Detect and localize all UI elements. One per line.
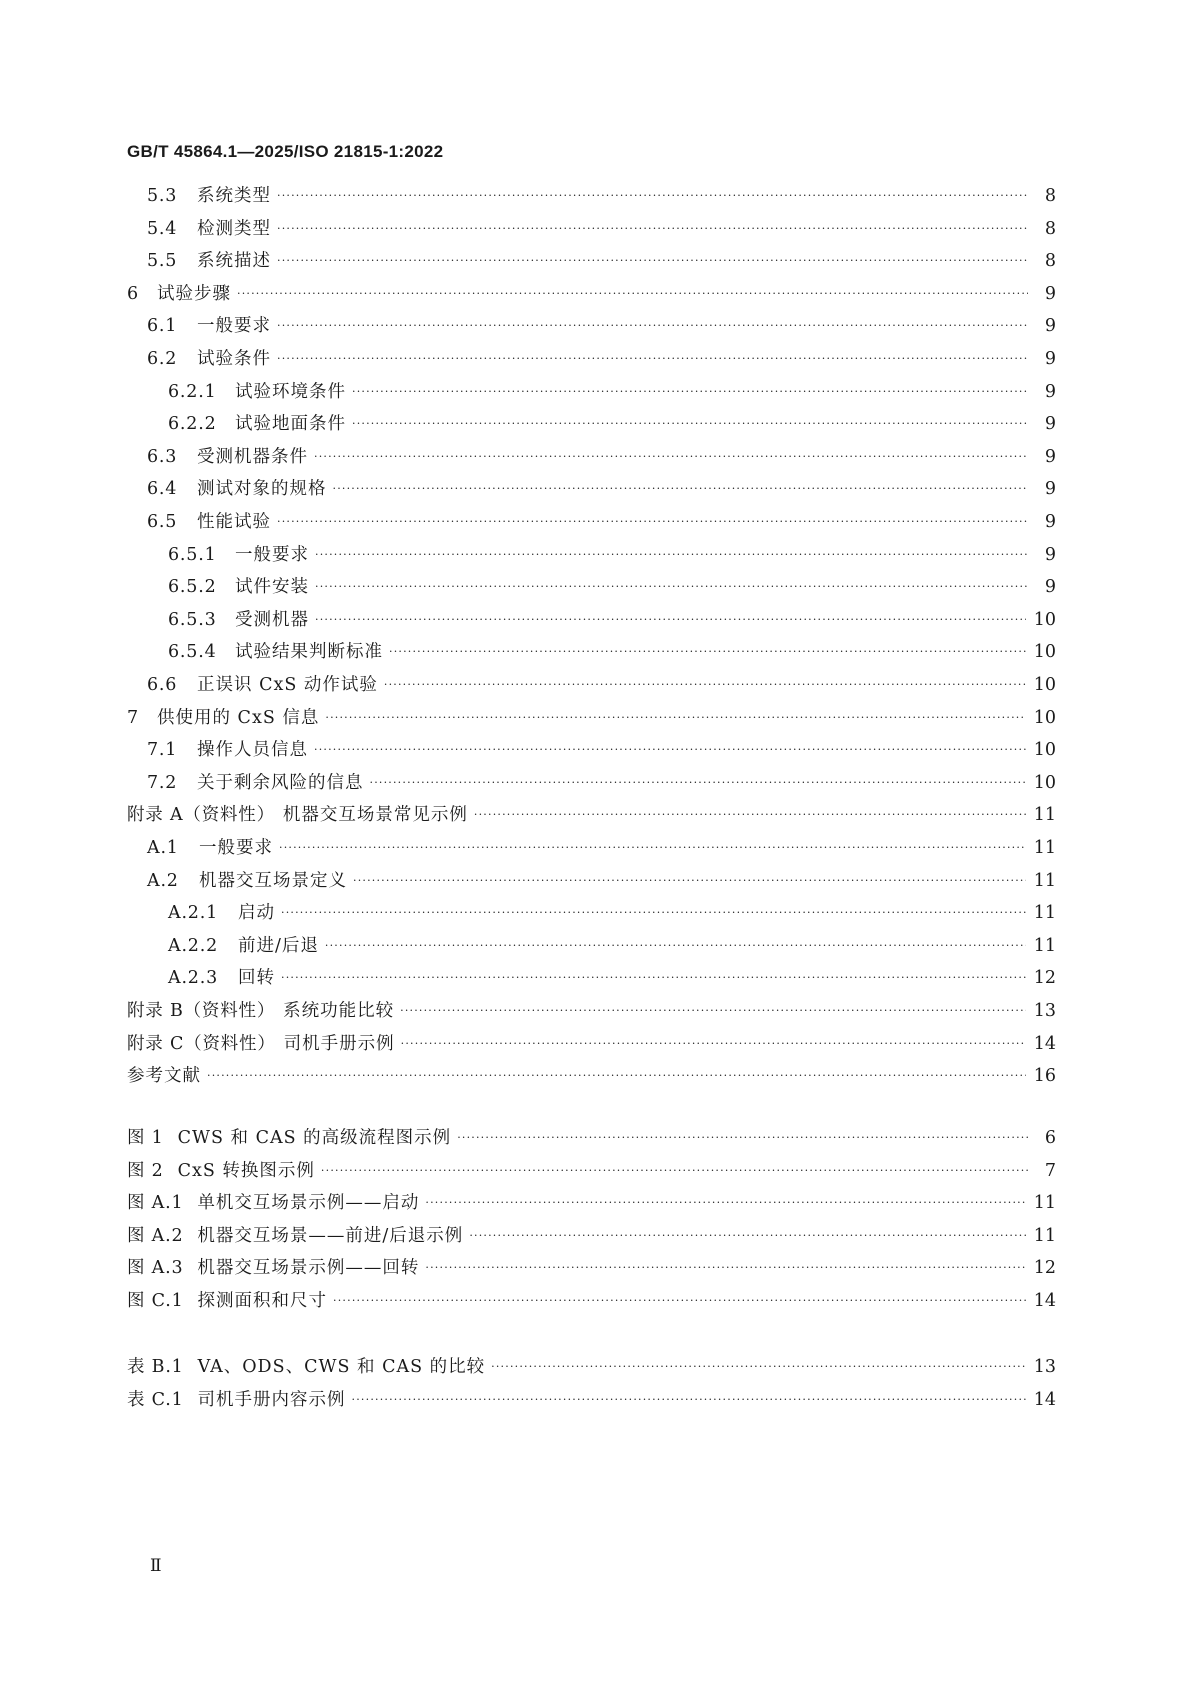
toc-leader-dots [325, 705, 1025, 731]
toc-entry[interactable] [127, 409, 1056, 437]
toc-entry[interactable] [127, 1156, 1056, 1184]
toc-entry-title: 受测机器 [235, 609, 309, 630]
toc-entry-title: 试验环境条件 [235, 381, 346, 402]
toc-entry[interactable] [127, 1286, 1056, 1314]
toc-leader-dots [352, 379, 1028, 405]
toc-leader-dots [277, 248, 1028, 274]
toc-entry[interactable] [127, 181, 1056, 209]
toc-entry-number: 附录 A（资料性） [127, 805, 275, 826]
toc-entry-title: 试验地面条件 [235, 414, 346, 435]
toc-entry[interactable] [127, 996, 1056, 1024]
toc-entry-page: 10 [1033, 642, 1056, 663]
toc-leader-dots [425, 1255, 1025, 1281]
toc-entry-page: 11 [1033, 805, 1056, 826]
toc-entry-number: 5.4 [147, 218, 178, 239]
toc-entry[interactable] [127, 1385, 1056, 1413]
toc-leader-dots [237, 281, 1028, 307]
toc-entry-page: 10 [1033, 740, 1056, 761]
toc-leader-dots [389, 639, 1026, 665]
toc-entry[interactable] [127, 1221, 1056, 1249]
toc-entry-number: 图 A.2 [127, 1225, 184, 1246]
toc-entry[interactable] [127, 605, 1056, 633]
toc-entry-number: 图 C.1 [127, 1291, 184, 1311]
toc-entry[interactable] [127, 246, 1056, 274]
toc-entry-number: 表 B.1 [127, 1357, 184, 1377]
toc-entry-title: 性能试验 [197, 512, 271, 532]
toc-entry[interactable] [127, 637, 1056, 665]
toc-entry-number: 图 A.1 [127, 1193, 184, 1214]
toc-leader-dots [325, 933, 1026, 959]
toc-entry[interactable] [127, 214, 1056, 242]
toc-entry-number: 6 [127, 283, 139, 304]
toc-entry-page: 14 [1033, 1033, 1056, 1054]
toc-leader-dots [277, 216, 1028, 242]
toc-entry-number: 6.5.3 [168, 609, 217, 630]
toc-entry-title: 供使用的 CxS 信息 [157, 707, 320, 728]
toc-entry-page: 8 [1044, 251, 1056, 272]
toc-entry-page: 16 [1033, 1066, 1056, 1087]
toc-entry-page: 11 [1033, 935, 1056, 956]
toc-entry-title: 机器交互场景定义 [199, 870, 347, 891]
toc-leader-dots [333, 1288, 1026, 1314]
toc-entry[interactable] [127, 1123, 1056, 1151]
toc-entry-title: 系统功能比较 [283, 1001, 395, 1021]
toc-entry-page: 9 [1044, 316, 1056, 337]
toc-entry-title: 系统类型 [197, 186, 271, 206]
toc-entry-title: 司机手册内容示例 [197, 1389, 346, 1410]
toc-leader-dots [277, 509, 1028, 535]
toc-entry[interactable] [127, 703, 1056, 731]
toc-entry-page: 9 [1044, 479, 1056, 500]
toc-entry-number: 6.5.4 [168, 642, 217, 663]
toc-leader-dots [384, 672, 1026, 698]
toc-entry-page: 9 [1044, 381, 1056, 402]
toc-entry-title: 试验结果判断标准 [235, 642, 383, 663]
toc-leader-dots [401, 1031, 1026, 1057]
toc-entry-page: 10 [1033, 772, 1056, 793]
toc-entry-number: 7 [127, 707, 139, 728]
toc-entry-page: 8 [1044, 186, 1056, 206]
toc-entry-page: 9 [1044, 446, 1056, 467]
toc-entry-title: 一般要求 [199, 838, 273, 858]
toc-entry[interactable] [127, 833, 1056, 861]
toc-entry[interactable] [127, 474, 1056, 502]
toc-leader-dots [315, 574, 1028, 600]
toc-entry-number: 6.2.2 [168, 414, 217, 435]
toc-entry[interactable] [127, 1188, 1056, 1216]
toc-entry-title: 机器交互场景常见示例 [282, 805, 468, 826]
toc-entry-title: 参考文献 [127, 1066, 201, 1087]
toc-entry-title: 关于剩余风险的信息 [197, 772, 364, 793]
toc-entry-number: 5.5 [147, 251, 178, 272]
toc-leader-dots [491, 1354, 1026, 1380]
toc-entry-title: 探测面积和尺寸 [197, 1291, 328, 1311]
toc-entry-number: 6.5 [147, 512, 178, 532]
toc-entry-page: 14 [1033, 1389, 1056, 1410]
toc-leader-dots [277, 313, 1028, 339]
toc-entry-page: 13 [1033, 1001, 1056, 1021]
toc-leader-dots [474, 802, 1026, 828]
toc-entry[interactable] [127, 279, 1056, 307]
toc-leader-dots [352, 1387, 1026, 1413]
toc-entry[interactable] [127, 344, 1056, 372]
toc-entry[interactable] [127, 540, 1056, 568]
toc-entry-number: A.2.3 [168, 968, 219, 989]
toc-entry-title: 机器交互场景——前进/后退示例 [197, 1225, 464, 1246]
toc-entry-page: 6 [1044, 1128, 1056, 1148]
toc-entry-page: 9 [1044, 283, 1056, 304]
toc-entry-page: 11 [1033, 903, 1056, 924]
toc-entry-page: 11 [1033, 1193, 1056, 1214]
toc-leader-dots [352, 411, 1028, 437]
toc-entry[interactable] [127, 1253, 1056, 1281]
toc-entry-number: 5.3 [147, 186, 178, 206]
toc-entry-title: 操作人员信息 [197, 740, 308, 761]
toc-leader-dots [281, 900, 1026, 926]
toc-leader-dots [314, 444, 1028, 470]
toc-entry-number: 6.2 [147, 349, 178, 369]
toc-entry-page: 10 [1033, 609, 1056, 630]
toc-entry[interactable] [127, 963, 1056, 991]
toc-entry-title: 一般要求 [197, 316, 271, 337]
toc-entry-number: A.2.1 [168, 903, 219, 924]
toc-leader-dots [400, 998, 1026, 1024]
toc-entry-page: 9 [1044, 349, 1056, 369]
toc-entry-number: 6.2.1 [168, 381, 217, 402]
toc-entry-page: 11 [1033, 838, 1056, 858]
toc-entry-number: 7.2 [147, 772, 178, 793]
toc-entry-page: 11 [1033, 870, 1056, 891]
toc-entry[interactable] [127, 670, 1056, 698]
toc-entry-title: 前进/后退 [238, 935, 319, 956]
toc-entry-title: 测试对象的规格 [197, 479, 327, 500]
toc-entry-title: 系统描述 [197, 251, 271, 272]
toc-entry-number: A.1 [147, 838, 179, 858]
toc-entry-page: 10 [1033, 707, 1056, 728]
toc-leader-dots [277, 183, 1028, 209]
toc-entry-number: 图 A.3 [127, 1258, 184, 1279]
toc-leader-dots [333, 476, 1029, 502]
toc-entry[interactable] [127, 898, 1056, 926]
toc-entry[interactable] [127, 572, 1056, 600]
toc-leader-dots [315, 542, 1028, 568]
toc-entry[interactable] [127, 800, 1056, 828]
toc-entry-title: CxS 转换图示例 [177, 1160, 315, 1181]
toc-entry-page: 9 [1044, 577, 1056, 598]
toc-entry-title: 正误识 CxS 动作试验 [197, 675, 378, 695]
toc-entry[interactable] [127, 768, 1056, 796]
toc-entry[interactable] [127, 507, 1056, 535]
toc-entry-number: 图 2 [127, 1160, 164, 1181]
toc-entry[interactable] [127, 311, 1056, 339]
toc-entry[interactable] [127, 735, 1056, 763]
toc-entry-page: 12 [1033, 968, 1056, 989]
toc-entry-page: 9 [1044, 512, 1056, 532]
toc-leader-dots [457, 1125, 1028, 1151]
toc-leader-dots [370, 770, 1026, 796]
toc-entry-title: 回转 [238, 968, 275, 989]
toc-entry-page: 9 [1044, 544, 1056, 565]
toc-leader-dots [314, 737, 1026, 763]
toc-entry-title: 机器交互场景示例——回转 [197, 1258, 420, 1279]
toc-leader-dots [469, 1223, 1025, 1249]
toc-entry-title: 启动 [238, 903, 275, 924]
toc-entry-title: 试验步骤 [157, 283, 231, 304]
toc-entry-title: 司机手册示例 [283, 1033, 395, 1054]
toc-entry-page: 11 [1033, 1225, 1056, 1246]
toc-entry-title: VA、ODS、CWS 和 CAS 的比较 [197, 1357, 486, 1377]
toc-entry-number: 6.5.2 [168, 577, 217, 598]
toc-entry-page: 13 [1033, 1357, 1056, 1377]
toc-entry-title: 试验条件 [197, 349, 271, 369]
toc-entry-number: 6.3 [147, 446, 178, 467]
toc-entry-number: 6.1 [147, 316, 178, 337]
toc-entry-number: 附录 B（资料性） [127, 1001, 276, 1021]
toc-entry-number: 附录 C（资料性） [127, 1033, 276, 1054]
toc-entry-number: A.2.2 [168, 935, 219, 956]
toc-leader-dots [321, 1158, 1028, 1184]
toc-leader-dots [281, 965, 1026, 991]
toc-entry-number: 表 C.1 [127, 1389, 184, 1410]
standard-code-header: GB/T 45864.1—2025/ISO 21815-1:2022 [127, 142, 444, 161]
toc-entry[interactable] [127, 866, 1056, 894]
toc-entry-number: 6.5.1 [168, 544, 217, 565]
toc-leader-dots [277, 346, 1028, 372]
toc-entry[interactable] [127, 377, 1056, 405]
toc-entry-page: 9 [1044, 414, 1056, 435]
toc-entry[interactable] [127, 1352, 1056, 1380]
toc-entry-page: 12 [1033, 1258, 1056, 1279]
toc-entry-page: 10 [1033, 675, 1056, 695]
toc-leader-dots [425, 1190, 1025, 1216]
toc-entry[interactable] [127, 442, 1056, 470]
toc-leader-dots [207, 1063, 1026, 1089]
toc-entry-title: CWS 和 CAS 的高级流程图示例 [177, 1128, 452, 1148]
toc-entry-number: 图 1 [127, 1128, 164, 1148]
toc-entry-number: 7.1 [147, 740, 178, 761]
toc-leader-dots [353, 868, 1026, 894]
toc-entry[interactable] [127, 931, 1056, 959]
toc-entry-page: 7 [1044, 1160, 1056, 1181]
toc-entry-title: 检测类型 [197, 218, 271, 239]
toc-entry[interactable] [127, 1029, 1056, 1057]
toc-entry-number: 6.6 [147, 675, 178, 695]
toc-entry-number: A.2 [147, 870, 179, 891]
page-number: Ⅱ [150, 1556, 162, 1576]
toc-entry-title: 单机交互场景示例——启动 [197, 1193, 420, 1214]
toc-entry-title: 一般要求 [235, 544, 309, 565]
toc-entry-title: 受测机器条件 [197, 446, 308, 467]
toc-entry-title: 试件安装 [235, 577, 309, 598]
toc-leader-dots [279, 835, 1026, 861]
toc-entry[interactable] [127, 1061, 1056, 1089]
toc-entry-number: 6.4 [147, 479, 178, 500]
toc-leader-dots [315, 607, 1026, 633]
toc-entry-page: 8 [1044, 218, 1056, 239]
toc-entry-page: 14 [1033, 1291, 1056, 1311]
